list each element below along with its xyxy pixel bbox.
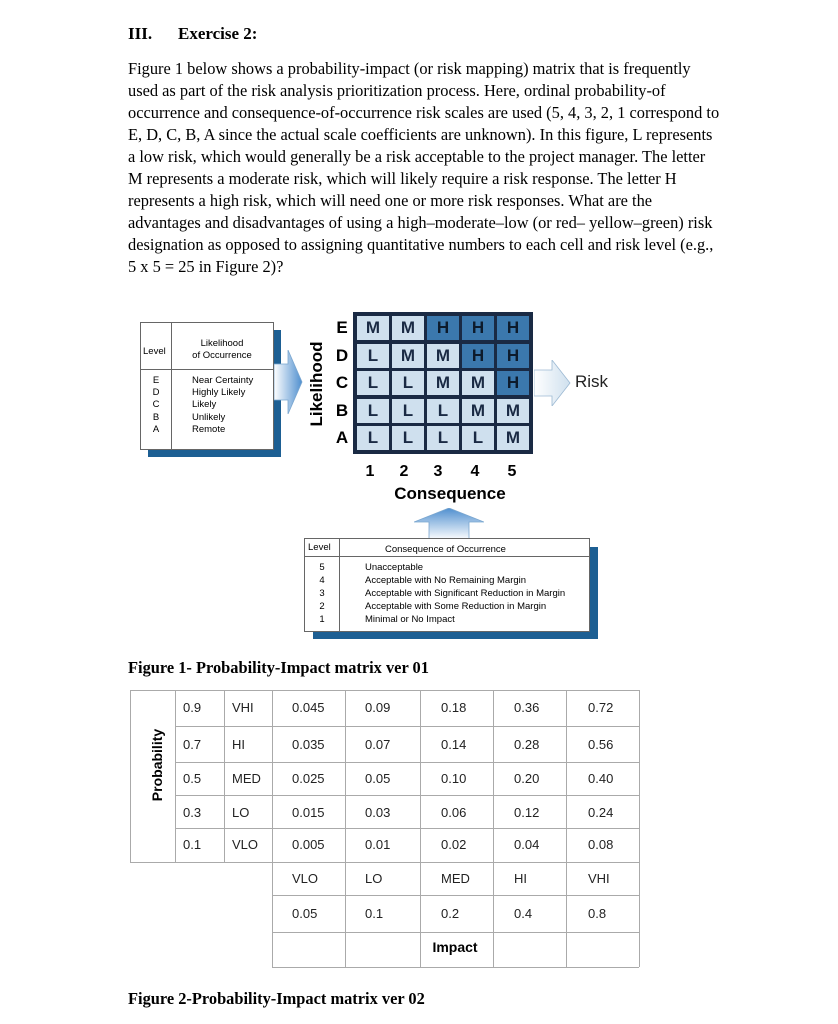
consequence-description: Acceptable with Some Reduction in Margin: [365, 601, 547, 612]
risk-score-cell: 0.18: [441, 700, 467, 715]
consequence-level: 5: [319, 562, 325, 573]
matrix-row-label: B: [335, 400, 349, 420]
matrix-cell: H: [497, 344, 529, 368]
matrix-cell: M: [462, 371, 494, 395]
risk-score-cell: 0.56: [588, 737, 614, 752]
likelihood-header-line1: Likelihood: [200, 338, 244, 349]
risk-score-cell: 0.12: [514, 805, 540, 820]
probability-value: 0.7: [183, 737, 202, 752]
matrix-cell: M: [497, 399, 529, 423]
matrix-row-label: A: [335, 428, 349, 448]
impact-level: VHI: [588, 871, 610, 886]
paragraph-line: represents a high risk, which will need one or more risk responses. What are the: [128, 191, 653, 210]
risk-score-cell: 0.20: [514, 771, 540, 786]
section-number: III.: [128, 24, 153, 43]
risk-score-cell: 0.045: [292, 700, 325, 715]
probability-level: MED: [232, 771, 261, 786]
consequence-description: Minimal or No Impact: [365, 614, 455, 625]
likelihood-level: A: [152, 423, 160, 435]
paragraph-line: E, D, C, B, A since the actual scale coefficients are unknown). In this figure, L represents: [128, 125, 713, 144]
risk-score-cell: 0.09: [365, 700, 391, 715]
likelihood-level-header: Level: [143, 346, 166, 357]
matrix-cell: M: [497, 426, 529, 450]
consequence-level: 2: [319, 601, 325, 612]
impact-level: LO: [365, 871, 383, 886]
impact-value: 0.1: [365, 906, 384, 921]
likelihood-axis-label: Likelihood: [307, 341, 326, 427]
probability-value: 0.1: [183, 837, 202, 852]
consequence-occurrence-header: Consequence of Occurrence: [385, 544, 506, 555]
likelihood-description: Remote: [192, 423, 226, 435]
matrix-cell: L: [392, 426, 424, 450]
matrix-row-label: D: [335, 345, 349, 365]
impact-value: 0.05: [292, 906, 318, 921]
matrix-col-label: 4: [470, 463, 480, 480]
risk-score-cell: 0.025: [292, 771, 325, 786]
grid-line: [175, 828, 639, 829]
grid-line: [175, 762, 639, 763]
likelihood-description: Unlikely: [192, 411, 226, 423]
risk-score-cell: 0.005: [292, 837, 325, 852]
paragraph-line: occurrence and consequence-of-occurrence risk scales are used (5, 4, 3, 2, 1 correspond to: [128, 103, 720, 122]
matrix-cell: L: [357, 371, 389, 395]
risk-score-cell: 0.07: [365, 737, 391, 752]
consequence-level-header: Level: [308, 542, 331, 553]
consequence-axis-label: Consequence: [394, 484, 506, 503]
grid-line: [175, 726, 639, 727]
matrix-cell: H: [497, 371, 529, 395]
probability-axis-label: Probability: [149, 728, 165, 802]
probability-value: 0.9: [183, 700, 202, 715]
risk-score-cell: 0.36: [514, 700, 540, 715]
impact-axis-label: Impact: [432, 939, 478, 955]
probability-value: 0.5: [183, 771, 202, 786]
risk-score-cell: 0.03: [365, 805, 391, 820]
risk-score-cell: 0.05: [365, 771, 391, 786]
grid-line: [224, 690, 225, 862]
grid-line: [272, 967, 639, 968]
matrix-cell: M: [427, 344, 459, 368]
matrix-cell: L: [357, 426, 389, 450]
matrix-cell: M: [392, 344, 424, 368]
impact-value: 0.2: [441, 906, 460, 921]
consequence-description: Acceptable with Significant Reduction in Margin: [365, 588, 566, 599]
probability-level: HI: [232, 737, 245, 752]
matrix-cell: M: [462, 399, 494, 423]
likelihood-level: C: [152, 399, 160, 411]
risk-score-cell: 0.10: [441, 771, 467, 786]
probability-level: LO: [232, 805, 250, 820]
risk-score-cell: 0.04: [514, 837, 540, 852]
likelihood-description: Near Certainty: [192, 375, 254, 386]
consequence-description: Unacceptable: [365, 562, 424, 573]
grid-line: [272, 895, 639, 896]
risk-score-cell: 0.14: [441, 737, 467, 752]
impact-level: HI: [514, 871, 527, 886]
consequence-description: Acceptable with No Remaining Margin: [365, 575, 527, 586]
matrix-cell: L: [462, 426, 494, 450]
matrix-cell: L: [392, 371, 424, 395]
impact-value: 0.8: [588, 906, 607, 921]
matrix-row-label: E: [336, 318, 348, 337]
matrix-col-label: 3: [433, 463, 443, 480]
grid-line: [130, 690, 131, 862]
paragraph-line: advantages and disadvantages of using a high–moderate–low (or red– yellow–green) risk: [128, 213, 713, 232]
matrix-cell: L: [392, 399, 424, 423]
likelihood-level: D: [152, 387, 160, 399]
impact-level: VLO: [292, 871, 319, 886]
matrix-cell: L: [427, 399, 459, 423]
likelihood-description: Highly Likely: [192, 387, 246, 399]
paragraph-line: 5 x 5 = 25 in Figure 2)?: [128, 257, 284, 276]
matrix-cell: H: [462, 344, 494, 368]
probability-level: VLO: [232, 837, 259, 852]
risk-score-cell: 0.06: [441, 805, 467, 820]
likelihood-header-line2: of Occurrence: [192, 350, 252, 361]
grid-line: [130, 690, 639, 691]
matrix-row-label: C: [335, 373, 349, 393]
grid-line: [175, 795, 639, 796]
matrix-cell: M: [392, 316, 424, 340]
matrix-col-label: 5: [507, 463, 517, 480]
likelihood-level: E: [152, 375, 160, 386]
paragraph-line: designation as opposed to assigning quantitative numbers to each cell and risk level (e.g.,: [128, 235, 714, 254]
grid-line: [272, 932, 639, 933]
paragraph-line: Figure 1 below shows a probability-impact (or risk mapping) matrix that is frequently: [128, 59, 691, 78]
risk-label: Risk: [575, 372, 609, 391]
matrix-cell: L: [357, 344, 389, 368]
figure-1-caption: Figure 1- Probability-Impact matrix ver 01: [128, 658, 429, 677]
matrix-cell: M: [427, 371, 459, 395]
likelihood-level: B: [152, 411, 160, 423]
matrix-cell: H: [497, 316, 529, 340]
risk-score-cell: 0.72: [588, 700, 614, 715]
grid-line: [175, 690, 176, 862]
matrix-cell: L: [427, 426, 459, 450]
matrix-cell: H: [462, 316, 494, 340]
paragraph-line: M represents a moderate risk, which will likely require a risk response. The letter H: [128, 169, 677, 188]
grid-line: [130, 862, 639, 863]
risk-score-cell: 0.01: [365, 837, 391, 852]
probability-level: VHI: [232, 700, 254, 715]
consequence-level: 1: [319, 614, 325, 625]
matrix-col-label: 2: [399, 463, 409, 480]
grid-line: [639, 690, 640, 967]
paragraph-line: used as part of the risk analysis prioritization process. Here, ordinal probability-of: [128, 81, 666, 100]
impact-level: MED: [441, 871, 470, 886]
matrix-cell: H: [427, 316, 459, 340]
risk-score-cell: 0.24: [588, 805, 614, 820]
paragraph-line: a low risk, which would generally be a risk acceptable to the project manager. The letter: [128, 147, 706, 166]
matrix-col-label: 1: [365, 463, 375, 480]
section-title: Exercise 2:: [178, 24, 258, 43]
likelihood-description: Likely: [192, 399, 217, 411]
impact-value: 0.4: [514, 906, 533, 921]
risk-score-cell: 0.08: [588, 837, 614, 852]
matrix-cell: M: [357, 316, 389, 340]
probability-value: 0.3: [183, 805, 202, 820]
risk-score-cell: 0.28: [514, 737, 540, 752]
consequence-level: 3: [319, 588, 325, 599]
risk-score-cell: 0.015: [292, 805, 325, 820]
risk-score-cell: 0.035: [292, 737, 325, 752]
figure-2-caption: Figure 2-Probability-Impact matrix ver 02: [128, 989, 425, 1008]
matrix-cell: L: [357, 399, 389, 423]
consequence-level: 4: [319, 575, 325, 586]
risk-score-cell: 0.40: [588, 771, 614, 786]
risk-score-cell: 0.02: [441, 837, 467, 852]
